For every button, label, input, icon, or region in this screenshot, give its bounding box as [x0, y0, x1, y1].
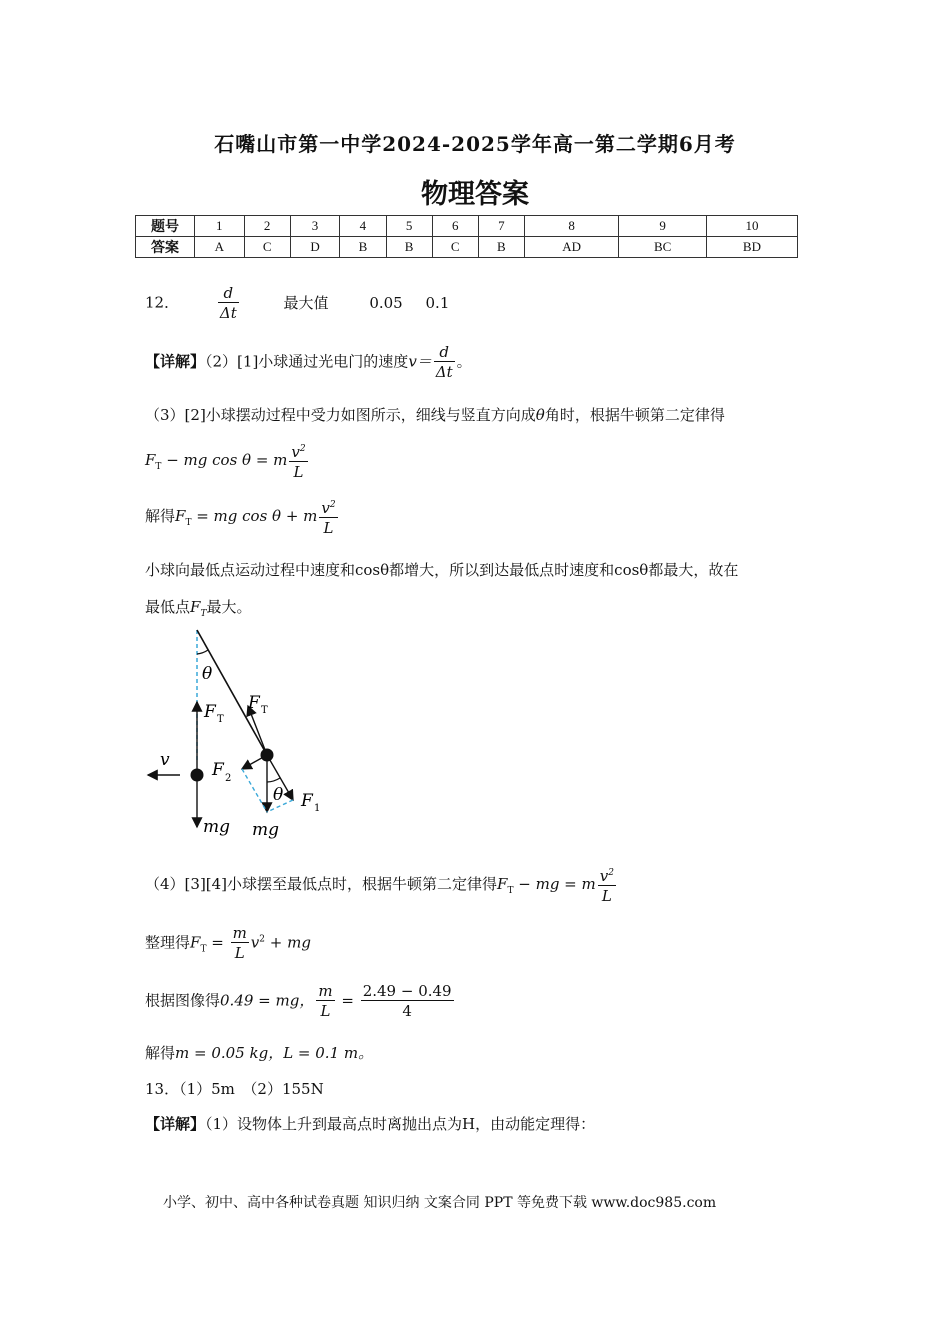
table-cell: 2: [244, 216, 290, 237]
q12-detail3: （4）[3][4]小球摆至最低点时，根据牛顿第二定律得$F_T$ − mg = m $\frac{v^2}{L}$: [145, 864, 618, 906]
table-cell: AD: [524, 237, 618, 258]
footer-text: 小学、初中、高中各种试卷真题 知识归纳 文案合同 PPT 等免费下载 www.doc985.com: [163, 1195, 717, 1211]
table-cell: B: [386, 237, 432, 258]
q12-ans3: 0.05: [369, 293, 403, 312]
label-theta-low: θ: [273, 785, 284, 805]
q12-detail2: （3）[2]小球摆动过程中受力如图所示，细线与竖直方向成θ角时，根据牛顿第二定律得: [145, 406, 725, 424]
table-cell: D: [290, 237, 340, 258]
label-f1-sub: 1: [314, 803, 321, 814]
equation-1: $F_T$ − mg cos θ = m $\frac{v^2}{L}$: [145, 440, 310, 482]
table-cell: 1: [195, 216, 245, 237]
page-title: 石嘴山市第一中学2024-2025学年高一第二学期6月考: [214, 132, 736, 156]
table-cell: B: [478, 237, 524, 258]
table-row-questions: [136, 216, 798, 237]
paragraph-1: 小球向最低点运动过程中速度和cosθ都增大，所以到达最低点时速度和cosθ都最大，故在: [145, 561, 739, 579]
table-cell: B: [340, 237, 386, 258]
table-cell: C: [244, 237, 290, 258]
label-f2: F: [212, 760, 224, 780]
label-theta-top: θ: [202, 664, 213, 684]
table-cell: 6: [432, 216, 478, 237]
table-cell: 4: [340, 216, 386, 237]
table-head-question: 题号: [136, 216, 195, 237]
label-mg-left: mg: [203, 817, 231, 837]
force-diagram: [140, 622, 340, 844]
q12-ans2: 最大值: [283, 293, 329, 312]
ball-bottom: [191, 769, 204, 782]
equation-2: 解得$F_T$ = mg cos θ + m $\frac{v^2}{L}$: [145, 496, 340, 538]
q13-detail: 【详解】（1）设物体上升到最高点时离抛出点为H，由动能定理得：: [145, 1115, 596, 1133]
label-ft-right: F: [248, 693, 260, 713]
table-cell: BD: [706, 237, 797, 258]
table-cell: 7: [478, 216, 524, 237]
paragraph-2: 最低点$F_T$最大。: [145, 598, 252, 619]
table-cell: BC: [619, 237, 707, 258]
label-ft-left-sub: T: [217, 714, 224, 725]
ball-swing: [261, 749, 274, 762]
answer-table: [135, 215, 798, 258]
label-f2-sub: 2: [225, 773, 232, 784]
label-ft-right-sub: T: [261, 705, 268, 716]
theta-arc-top: [197, 650, 208, 654]
q12-number: 12．: [145, 293, 180, 312]
dashed-f2-mg: [242, 769, 267, 812]
table-head-answer: 答案: [136, 237, 195, 258]
result-line: 解得m = 0.05 kg，L = 0.1 m。: [145, 1044, 374, 1062]
label-mg-right: mg: [252, 820, 280, 840]
table-cell: C: [432, 237, 478, 258]
table-cell: A: [195, 237, 245, 258]
equation-5: 根据图像得0.49 = mg， $\frac{m}{L}$ = $\frac{2.49 - 0.49}{4}$: [145, 982, 452, 1020]
q12-ans4: 0.1: [425, 293, 450, 312]
q12-fraction: $\frac{d}{\Delta t}$: [219, 284, 237, 322]
equation-4: 整理得$F_T$ = $\frac{m}{L}$ $v^2$ + mg: [145, 924, 311, 962]
table-cell: 5: [386, 216, 432, 237]
table-row-answers: [136, 237, 798, 258]
q12-answer-line: [145, 284, 449, 323]
q12-detail1: 【详解】（2）[1]小球通过光电门的速度v＝ $\frac{d}{\Delta t}$ 。: [145, 343, 472, 381]
label-v: v: [160, 750, 170, 770]
q13-answer-line: 13．（1）5m （2）155N: [145, 1080, 324, 1098]
table-cell: 9: [619, 216, 707, 237]
table-cell: 10: [706, 216, 797, 237]
page-subtitle: 物理答案: [421, 179, 529, 210]
label-f1: F: [301, 791, 313, 811]
table-cell: 8: [524, 216, 618, 237]
table-cell: 3: [290, 216, 340, 237]
theta-arc-low: [267, 778, 280, 782]
label-ft-left: F: [204, 702, 216, 722]
